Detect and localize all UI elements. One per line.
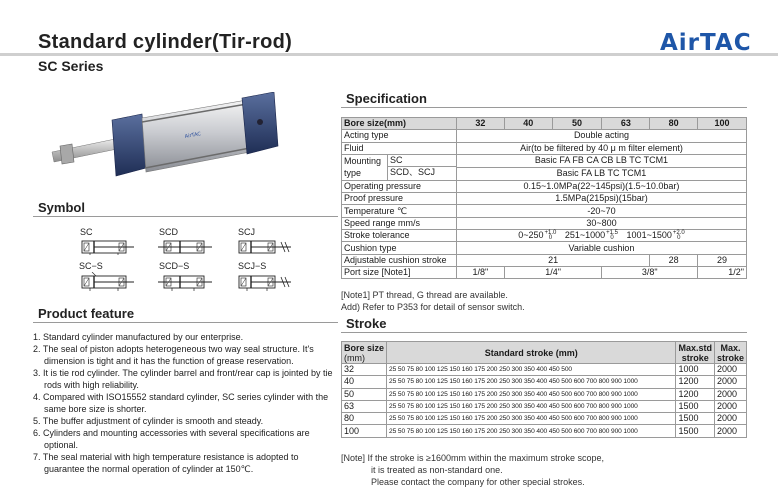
- series-subtitle: SC Series: [38, 58, 104, 74]
- symbol-label-sc-s: SC−S: [79, 261, 103, 271]
- cylinder-product-image: [42, 92, 302, 202]
- stroke-standard: 25 50 75 80 100 125 150 160 175 200 250 300 350 400 450 500 600 700 800 900 1000: [387, 388, 676, 400]
- list-item: 4. Compared with ISO15552 standard cylinder, SC series cylinder with the same bore size is shorter.: [33, 392, 329, 414]
- stroke-header-max-std-line1: Max.std: [678, 342, 712, 353]
- spec-row-acting-type: [342, 130, 747, 142]
- spec-note: [Note1] PT thread, G thread are available.: [341, 290, 508, 300]
- spec-label: Operating pressure: [342, 180, 457, 192]
- stroke-rule: [341, 332, 747, 333]
- spec-label: Acting type: [342, 130, 457, 142]
- bore-40: 40: [504, 118, 552, 130]
- tolerance-plus: +1.5: [606, 229, 619, 236]
- specification-rule: [341, 107, 747, 108]
- stroke-max: 2000: [714, 413, 746, 425]
- spec-row-adjustable-cushion: [342, 254, 747, 266]
- tolerance-minus: 0: [610, 234, 614, 241]
- product-brand-mark: AirTAC: [184, 131, 202, 140]
- spec-label: Temperature ℃: [342, 205, 457, 217]
- sc-s-cylinder-symbol-icon: [80, 272, 136, 292]
- tolerance-range: 0~250: [518, 230, 544, 241]
- spec-value: 1.5MPa(215psi)(15bar): [456, 193, 746, 205]
- spec-value: Air(to be filtered by 40 μ m filter element): [456, 142, 746, 154]
- spec-value: 29: [698, 254, 747, 266]
- stroke-standard: 25 50 75 80 100 125 150 160 175 200 250 300 350 400 450 500 600 700 800 900 1000: [387, 425, 676, 437]
- stroke-max-std: 1000: [676, 364, 715, 376]
- spec-value: Basic FA FB CA CB LB TC TCM1: [456, 154, 746, 167]
- list-item: 3. It is tie rod cylinder. The cylinder barrel and front/rear cap is jointed by tie rods with high reliability.: [33, 368, 333, 390]
- stroke-bore: 32: [342, 364, 387, 376]
- symbol-label-scd-s: SCD−S: [159, 261, 190, 271]
- stroke-note: Please contact the company for other special strokes.: [371, 477, 585, 487]
- stroke-note: [Note] If the stroke is ≥1600mm within the maximum stroke scope,: [341, 453, 605, 463]
- spec-note: Add) Refer to P353 for detail of sensor switch.: [341, 302, 525, 312]
- mounting-label-line1: Mounting: [344, 155, 382, 166]
- bore-50: 50: [552, 118, 602, 130]
- spec-value: Basic FA LB TC TCM1: [456, 167, 746, 180]
- stroke-table: [341, 341, 747, 438]
- spec-label: Port size [Note1]: [342, 266, 457, 278]
- tolerance-minus: 0: [677, 234, 681, 241]
- stroke-header-row: [342, 342, 747, 364]
- stroke-bore: 100: [342, 425, 387, 437]
- symbol-rule: [33, 216, 338, 217]
- spec-value: -20~70: [456, 205, 746, 217]
- spec-row-temperature: [342, 205, 747, 217]
- stroke-max: 2000: [714, 376, 746, 388]
- stroke-max: 2000: [714, 364, 746, 376]
- stroke-header-bore-line1: Bore size: [344, 342, 385, 353]
- spec-notes: [341, 289, 525, 313]
- spec-value: 1/2": [698, 266, 747, 278]
- spec-value: Variable cushion: [456, 242, 746, 254]
- scj-cylinder-symbol-icon: [237, 238, 293, 256]
- bore-80: 80: [650, 118, 698, 130]
- stroke-notes: [341, 452, 604, 488]
- table-row: [342, 400, 747, 412]
- stroke-header-bore: [342, 342, 387, 364]
- stroke-max: 2000: [714, 425, 746, 437]
- stroke-standard: 25 50 75 80 100 125 150 160 175 200 250 300 350 400 450 500 600 700 800 900 1000: [387, 413, 676, 425]
- table-row: [342, 364, 747, 376]
- spec-value: 21: [456, 254, 649, 266]
- stroke-header-max-std-line2: stroke: [681, 352, 709, 363]
- list-item: 6. Cylinders and mounting accessories with several specifications are optional.: [33, 428, 310, 450]
- tolerance-minus: 0: [548, 234, 553, 241]
- sc-cylinder-symbol-icon: [80, 238, 136, 256]
- table-row: [342, 413, 747, 425]
- spec-label: Stroke tolerance: [342, 230, 457, 242]
- spec-row-speed-range: [342, 217, 747, 229]
- bore-63: 63: [602, 118, 650, 130]
- scd-s-cylinder-symbol-icon: [158, 272, 214, 292]
- spec-row-cushion-type: [342, 242, 747, 254]
- spec-row-mounting-sc: [342, 154, 747, 167]
- stroke-header-max: [714, 342, 746, 364]
- spec-label: Cushion type: [342, 242, 457, 254]
- stroke-header-max-line1: Max.: [720, 342, 741, 353]
- list-item: 5. The buffer adjustment of cylinder is smooth and steady.: [33, 416, 264, 426]
- spec-value: 3/8": [602, 266, 698, 278]
- spec-header-label: Bore size(mm): [342, 118, 457, 130]
- spec-row-stroke-tolerance: [342, 230, 747, 242]
- table-row: [342, 388, 747, 400]
- symbol-heading: Symbol: [38, 200, 85, 215]
- symbol-label-scj-s: SCJ−S: [238, 261, 267, 271]
- stroke-heading: Stroke: [346, 316, 387, 331]
- product-feature-rule: [33, 322, 338, 323]
- spec-row-fluid: [342, 142, 747, 154]
- stroke-standard: 25 50 75 80 100 125 150 160 175 200 250 300 350 400 450 500 600 700 800 900 1000: [387, 400, 676, 412]
- spec-row-operating-pressure: [342, 180, 747, 192]
- stroke-max: 2000: [714, 388, 746, 400]
- stroke-bore: 40: [342, 376, 387, 388]
- spec-value: 1/4": [504, 266, 602, 278]
- spec-value-tolerance: [456, 230, 746, 242]
- stroke-header-bore-line2: (mm): [344, 352, 365, 363]
- table-row: [342, 376, 747, 388]
- brand-logo: AirTAC: [660, 30, 752, 56]
- scj-s-cylinder-symbol-icon: [237, 272, 293, 292]
- specification-heading: Specification: [346, 91, 427, 106]
- stroke-max-std: 1200: [676, 388, 715, 400]
- stroke-bore: 50: [342, 388, 387, 400]
- symbol-label-scj: SCJ: [238, 227, 256, 237]
- mounting-label-line2: type: [344, 167, 362, 178]
- spec-label: Proof pressure: [342, 193, 457, 205]
- spec-label: Speed range mm/s: [342, 217, 457, 229]
- spec-label: Adjustable cushion stroke: [342, 254, 457, 266]
- spec-row-port-size: [342, 266, 747, 278]
- tolerance-plus: +1.0: [544, 229, 557, 236]
- mounting-sub-sc: SC: [388, 155, 456, 168]
- stroke-standard: 25 50 75 80 100 125 150 160 175 200 250 300 350 400 450 500 600 700 800 900 1000: [387, 376, 676, 388]
- stroke-max-std: 1500: [676, 425, 715, 437]
- list-item: 1. Standard cylinder manufactured by our enterprise.: [33, 332, 244, 342]
- spec-value: 1/8": [456, 266, 504, 278]
- bore-32: 32: [456, 118, 504, 130]
- spec-label: Fluid: [342, 142, 457, 154]
- list-item: 7. The seal material with high temperature resistance is adopted to guarantee the normal operation of cylinder at 150℃.: [33, 452, 299, 474]
- stroke-header-max-line2: stroke: [716, 352, 744, 363]
- scd-cylinder-symbol-icon: [158, 238, 214, 256]
- tolerance-range: 251~1000: [564, 230, 606, 241]
- product-feature-heading: Product feature: [38, 306, 135, 321]
- stroke-standard: 25 50 75 80 100 125 150 160 175 200 250 300 350 400 450 500: [387, 364, 676, 376]
- specification-table: [341, 117, 747, 279]
- spec-row-proof-pressure: [342, 193, 747, 205]
- spec-value: 28: [650, 254, 698, 266]
- stroke-bore: 63: [342, 400, 387, 412]
- stroke-max-std: 1500: [676, 413, 715, 425]
- spec-value: Double acting: [456, 130, 746, 142]
- stroke-header-max-std: [676, 342, 715, 364]
- tolerance-range: 1001~1500: [626, 230, 672, 241]
- spec-label-mounting: [342, 154, 457, 180]
- stroke-max-std: 1200: [676, 376, 715, 388]
- stroke-max-std: 1500: [676, 400, 715, 412]
- list-item: 2. The seal of piston adopts heterogeneous two way seal structure. It's dimension is tight and it has the function of grease reservation.: [33, 344, 314, 366]
- spec-value: 30~800: [456, 217, 746, 229]
- bore-100: 100: [698, 118, 747, 130]
- symbol-label-scd: SCD: [159, 227, 179, 237]
- stroke-note: it is treated as non-standard one.: [371, 465, 503, 475]
- mounting-sub-scd-scj: SCD、SCJ: [390, 167, 436, 178]
- table-row: [342, 425, 747, 437]
- tolerance-plus: +2.0: [672, 229, 685, 236]
- symbol-label-sc: SC: [80, 227, 93, 237]
- spec-value: 0.15~1.0MPa(22~145psi)(1.5~10.0bar): [456, 180, 746, 192]
- stroke-bore: 80: [342, 413, 387, 425]
- page-title: Standard cylinder(Tir-rod): [38, 31, 293, 53]
- stroke-header-standard: Standard stroke (mm): [387, 342, 676, 364]
- product-feature-list: [33, 331, 338, 475]
- spec-header-row: [342, 118, 747, 130]
- stroke-max: 2000: [714, 400, 746, 412]
